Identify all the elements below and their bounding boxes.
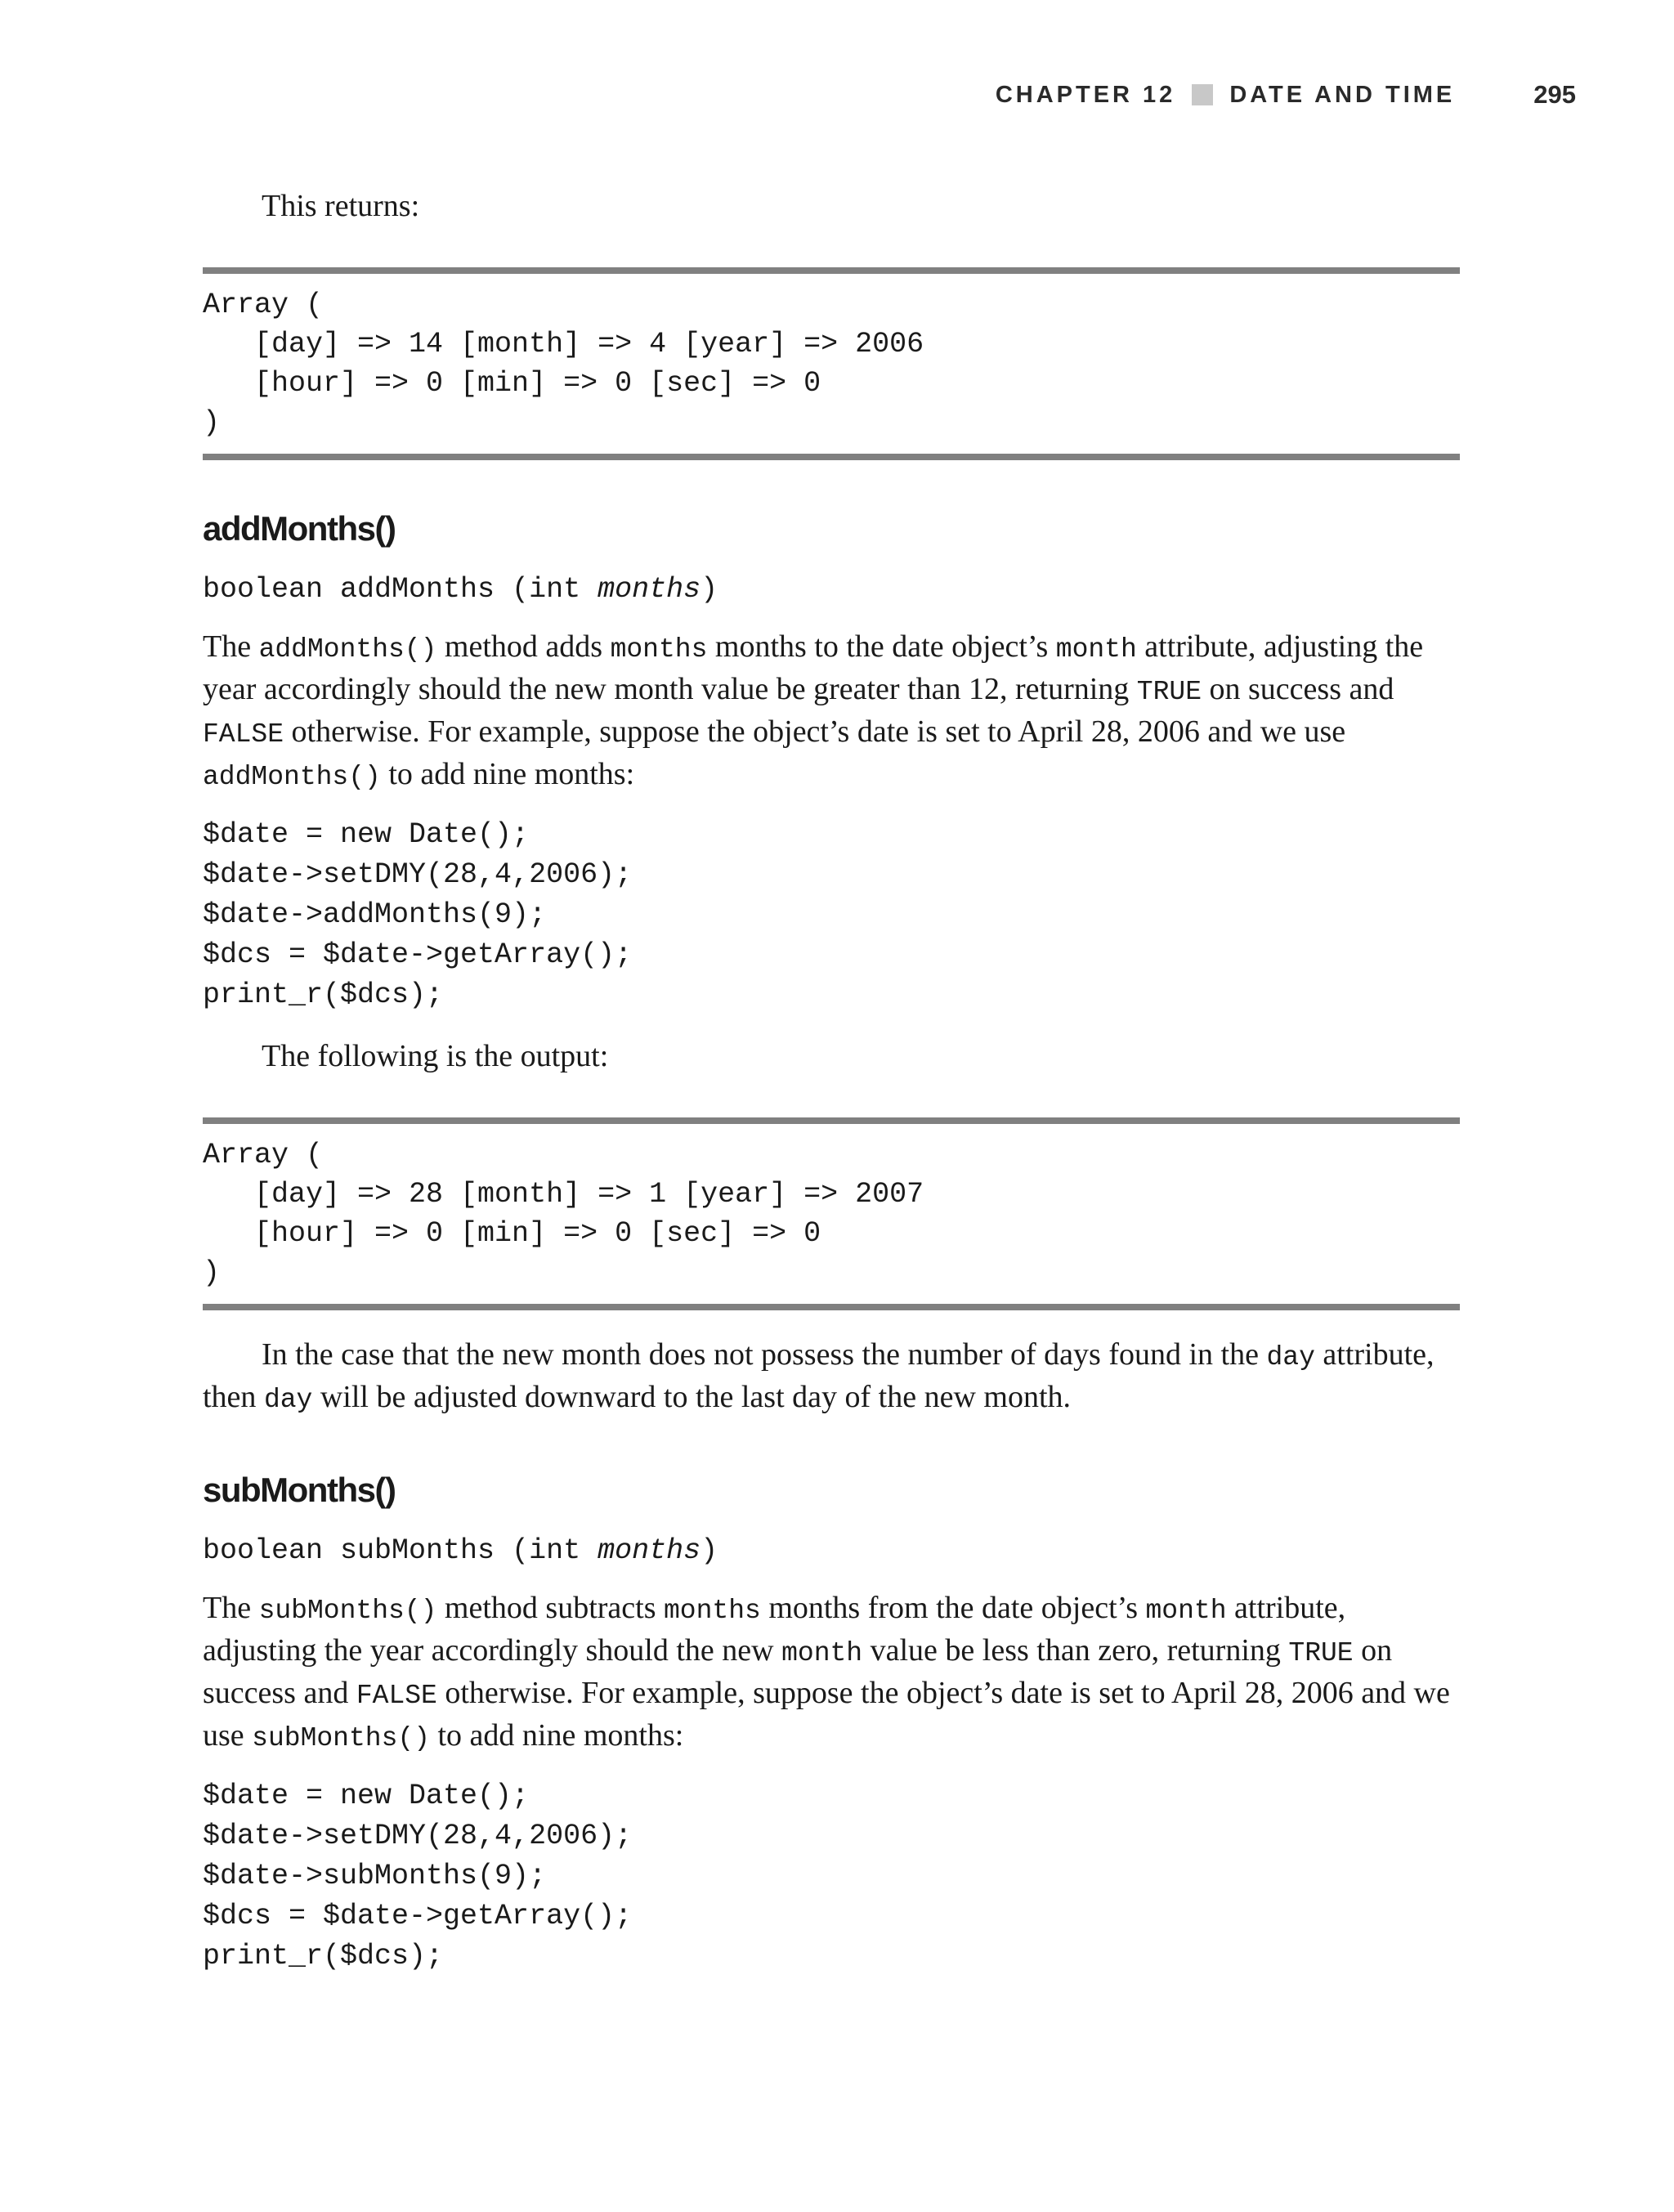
code-line: $date->setDMY(28,4,2006);: [203, 858, 633, 891]
output-line: [hour] => 0 [min] => 0 [sec] => 0: [203, 367, 821, 400]
output-line: Array (: [203, 289, 324, 321]
output-line: Array (: [203, 1139, 324, 1171]
inline-code: addMonths(): [258, 634, 437, 665]
inline-code: months: [610, 634, 708, 665]
text: months from the date object’s: [760, 1591, 1146, 1625]
chapter-label: CHAPTER 12: [995, 81, 1176, 108]
code-line: $date = new Date();: [203, 1780, 530, 1812]
code-line: $date->subMonths(9);: [203, 1860, 547, 1892]
output-intro: The following is the output:: [262, 1039, 609, 1073]
inline-code: months: [663, 1596, 761, 1626]
output-line: ): [203, 1256, 221, 1289]
inline-code: addMonths(): [203, 762, 381, 792]
code-line: $date = new Date();: [203, 818, 530, 851]
text: attribute, adjusting the year accordingly should the new: [203, 1591, 1346, 1668]
section-heading-addmonths: addMonths(): [203, 509, 396, 548]
text: The: [203, 1591, 259, 1625]
method-signature-addmonths: [203, 570, 1460, 609]
page-number: 295: [1533, 80, 1576, 109]
signature-param: months: [598, 573, 701, 606]
inline-code: month: [781, 1638, 863, 1668]
code-line: $dcs = $date->getArray();: [203, 1900, 633, 1932]
text: attribute, adjusting the year accordingly should the new month value be greater than 12, returning: [203, 629, 1424, 706]
text: In the case that the new month does not possess the number of days found in the: [262, 1337, 1267, 1372]
code-block-addmonths: [203, 815, 1460, 1015]
output-line: [day] => 14 [month] => 4 [year] => 2006: [203, 328, 924, 360]
text: attribute, then: [203, 1337, 1435, 1414]
inline-code: month: [1055, 634, 1137, 665]
section-heading-submonths: subMonths(): [203, 1471, 396, 1509]
header-separator-square-icon: [1192, 84, 1213, 105]
signature-prefix: boolean subMonths (int: [203, 1534, 598, 1567]
text: to add nine months:: [380, 757, 635, 791]
text: months to the date object’s: [707, 629, 1056, 664]
inline-code: FALSE: [356, 1681, 437, 1711]
text: method subtracts: [436, 1591, 664, 1625]
signature-param: months: [598, 1534, 701, 1567]
text: will be adjusted downward to the last day of the new month.: [312, 1380, 1072, 1414]
inline-code: day: [263, 1385, 313, 1415]
text: otherwise. For example, suppose the object’s date is set to April 28, 2006 and we use: [284, 714, 1346, 749]
output-line: ): [203, 406, 221, 439]
code-line: $date->setDMY(28,4,2006);: [203, 1820, 633, 1852]
signature-prefix: boolean addMonths (int: [203, 573, 598, 606]
submonths-description: [203, 1588, 1460, 1758]
signature-suffix: ): [700, 573, 718, 606]
inline-code: TRUE: [1136, 677, 1202, 707]
text: value be less than zero, returning: [862, 1633, 1289, 1668]
text: to add nine months:: [430, 1718, 684, 1753]
section-label: DATE AND TIME: [1229, 81, 1456, 108]
text: on success and: [203, 1633, 1393, 1710]
method-signature-submonths: [203, 1531, 1460, 1570]
inline-code: subMonths(): [258, 1596, 437, 1626]
code-block-submonths: [203, 1776, 1460, 1977]
text: method adds: [436, 629, 611, 664]
output-block-2: [203, 1117, 1460, 1310]
code-line: $date->addMonths(9);: [203, 898, 547, 931]
text: on success and: [1202, 672, 1394, 706]
signature-suffix: ): [700, 1534, 718, 1567]
text: otherwise. For example, suppose the object’s date is set to April 28, 2006 and we use: [203, 1676, 1450, 1753]
code-line: print_r($dcs);: [203, 978, 444, 1011]
code-line: print_r($dcs);: [203, 1940, 444, 1972]
returns-intro: This returns:: [262, 189, 420, 223]
page-content: [203, 186, 1460, 1977]
inline-code: subMonths(): [252, 1723, 430, 1753]
inline-code: TRUE: [1288, 1638, 1354, 1668]
running-header: [996, 80, 1576, 110]
addmonths-description: [203, 627, 1460, 797]
text: The: [203, 629, 259, 664]
inline-code: month: [1145, 1596, 1227, 1626]
output-line: [day] => 28 [month] => 1 [year] => 2007: [203, 1178, 924, 1211]
output-line: [hour] => 0 [min] => 0 [sec] => 0: [203, 1217, 821, 1250]
code-line: $dcs = $date->getArray();: [203, 938, 633, 971]
inline-code: day: [1266, 1342, 1315, 1372]
inline-code: FALSE: [203, 719, 284, 750]
output-block-1: [203, 267, 1460, 460]
day-adjust-note: [203, 1335, 1460, 1420]
